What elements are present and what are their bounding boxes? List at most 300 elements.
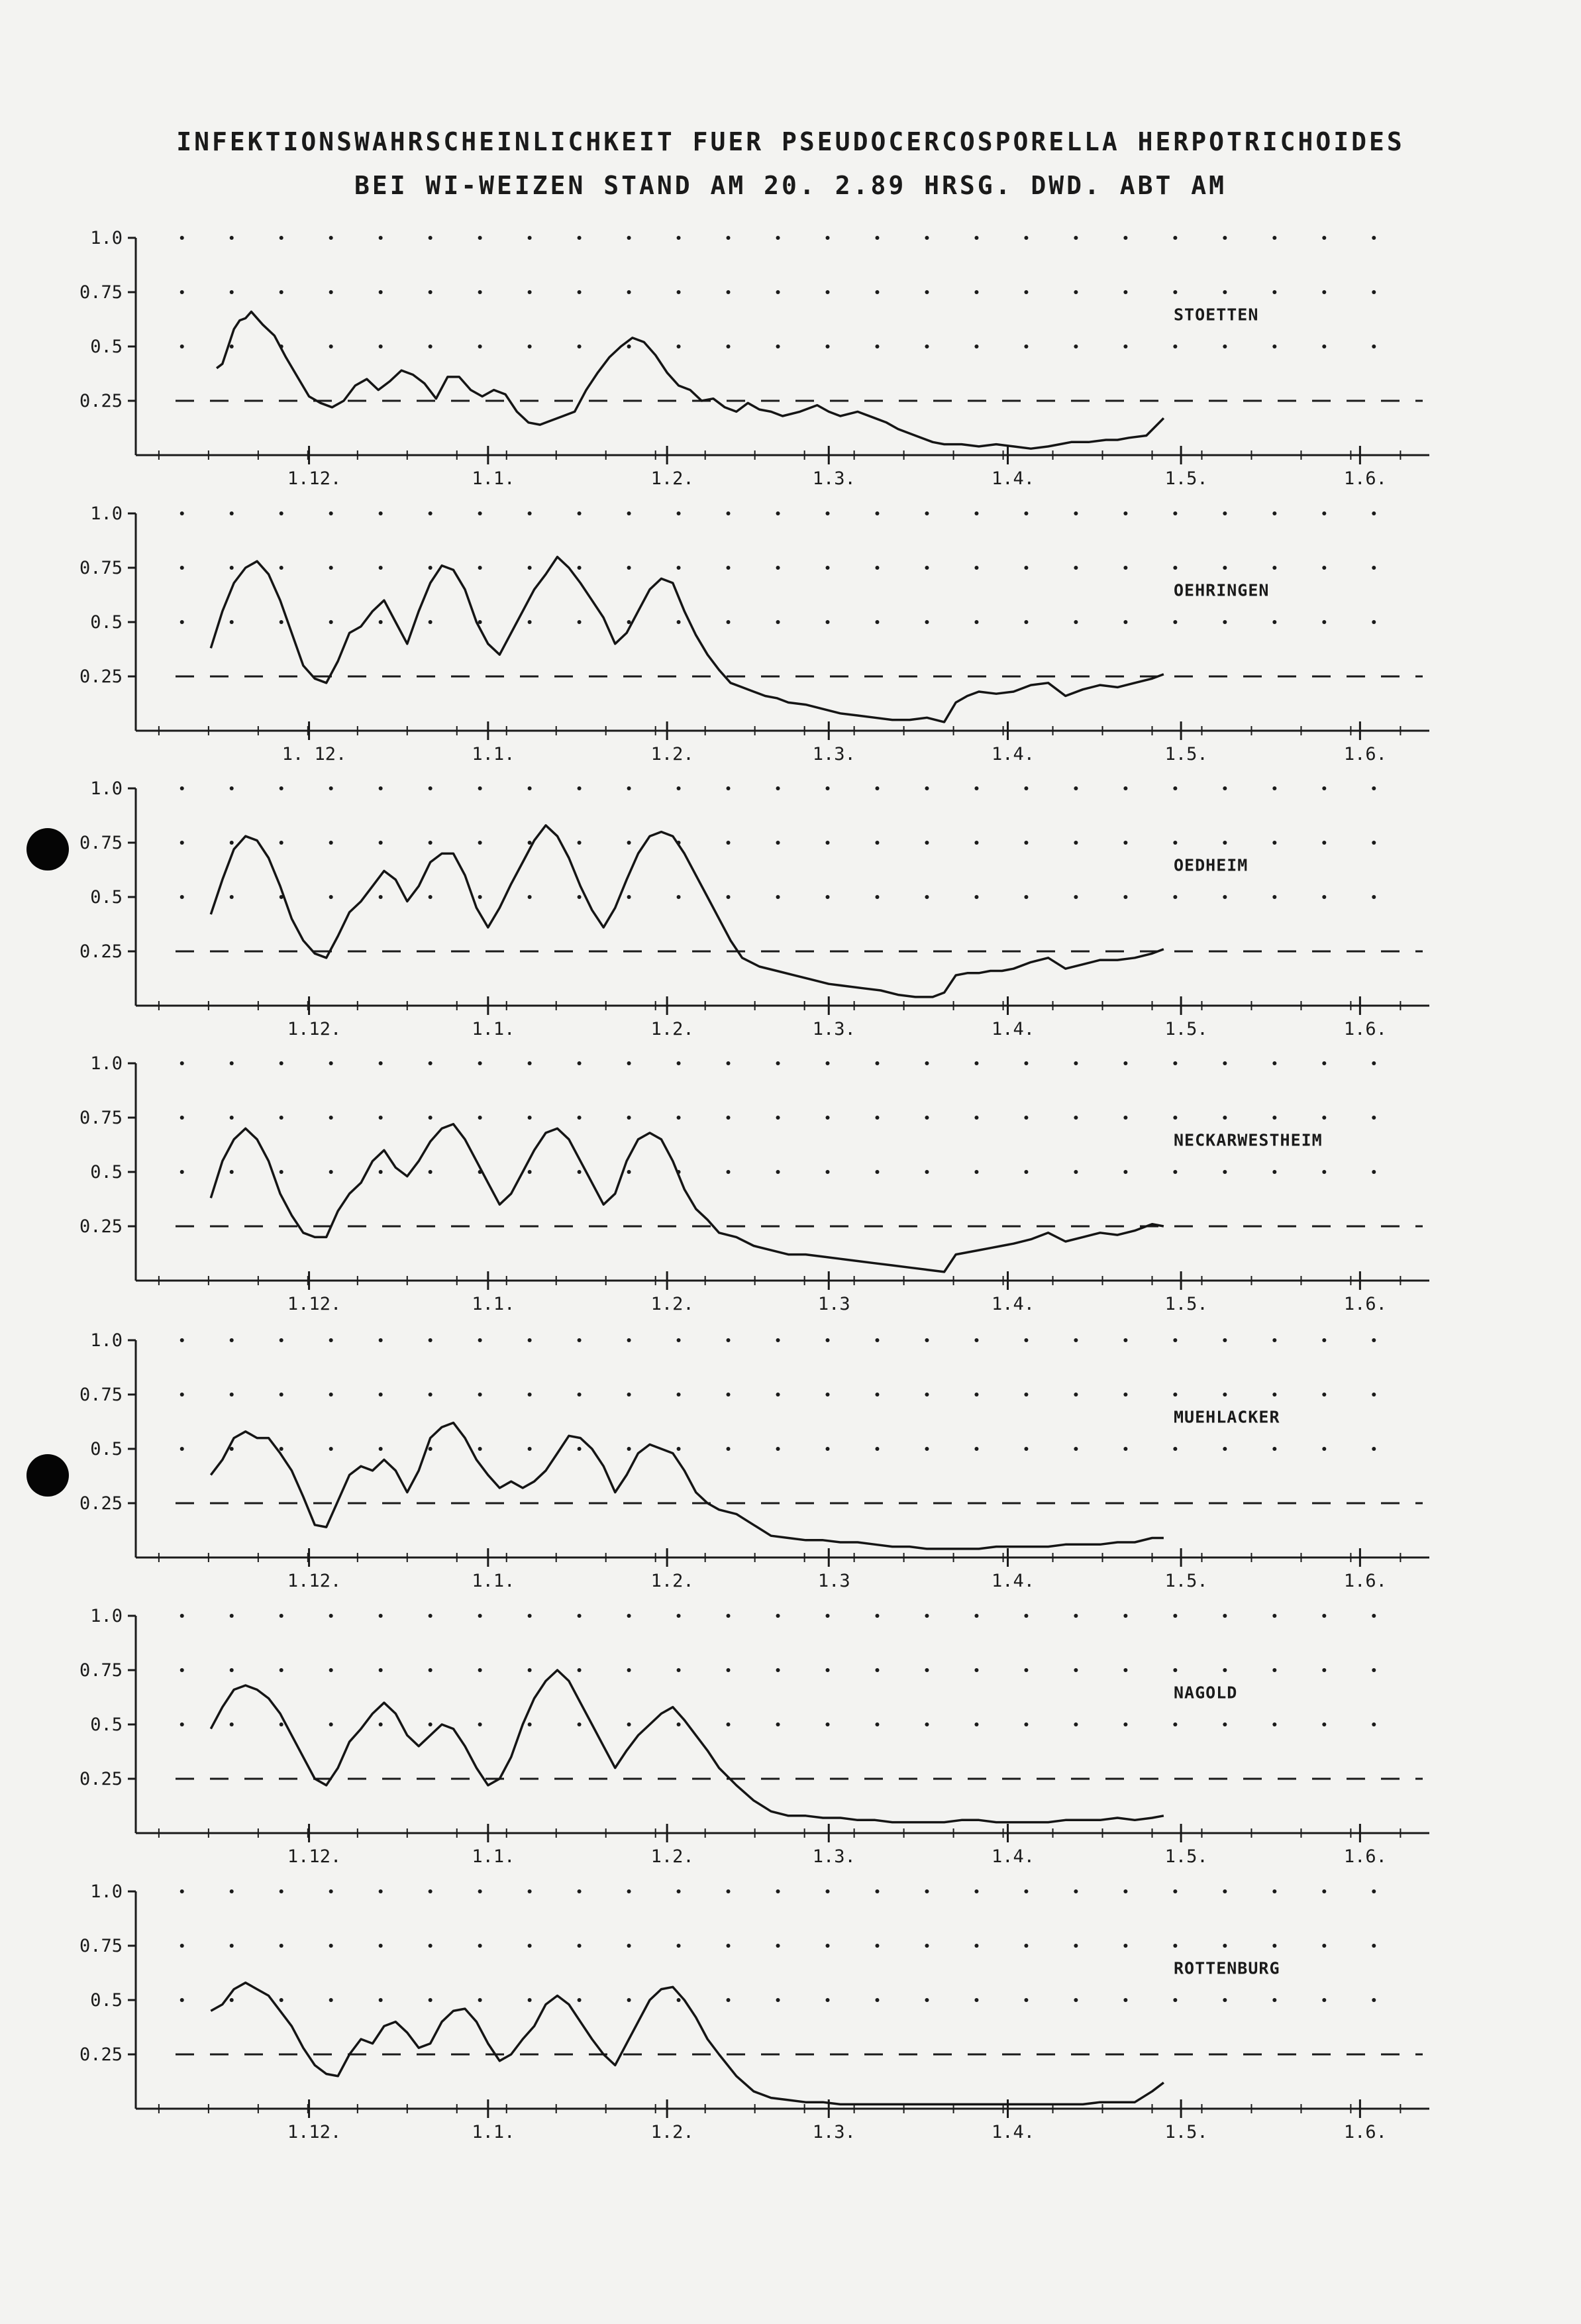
grid-dot — [1173, 1393, 1177, 1397]
grid-dot — [1272, 786, 1276, 790]
grid-dot — [1372, 344, 1376, 348]
grid-dot — [974, 1944, 978, 1948]
grid-dot — [379, 1170, 383, 1174]
station-label: OEDHEIM — [1174, 855, 1249, 875]
grid-dot — [1123, 290, 1127, 294]
grid-dot — [578, 620, 582, 624]
grid-dot — [727, 841, 731, 845]
grid-dot — [478, 236, 482, 240]
grid-dot — [727, 1447, 731, 1451]
series-line — [211, 557, 1164, 722]
grid-dot — [180, 566, 184, 570]
y-tick-label: 1.0 — [90, 1881, 123, 1902]
series-line — [211, 825, 1164, 997]
x-tick-label: 1.2. — [650, 1846, 694, 1867]
grid-dot — [1074, 841, 1078, 845]
grid-dot — [1024, 1889, 1028, 1893]
grid-dot — [329, 620, 333, 624]
grid-dot — [1272, 1116, 1276, 1120]
grid-dot — [627, 1944, 631, 1948]
grid-dot — [974, 1338, 978, 1342]
grid-dot — [1024, 344, 1028, 348]
grid-dot — [280, 1998, 283, 2002]
grid-dot — [280, 1668, 283, 1672]
grid-dot — [875, 786, 879, 790]
y-tick-label: 0.5 — [90, 1715, 123, 1735]
grid-dot — [329, 1614, 333, 1618]
grid-dot — [1024, 1998, 1028, 2002]
grid-dot — [429, 1338, 433, 1342]
grid-dot — [1272, 841, 1276, 845]
grid-dot — [578, 1393, 582, 1397]
grid-dot — [528, 566, 532, 570]
grid-dot — [1173, 1116, 1177, 1120]
grid-dot — [478, 1722, 482, 1726]
grid-dot — [329, 841, 333, 845]
grid-dot — [1372, 1170, 1376, 1174]
grid-dot — [1372, 511, 1376, 515]
grid-dot — [1123, 511, 1127, 515]
grid-dot — [974, 1061, 978, 1065]
grid-dot — [528, 895, 532, 899]
grid-dot — [776, 1116, 780, 1120]
grid-dot — [1123, 1447, 1127, 1451]
grid-dot — [329, 1668, 333, 1672]
grid-dot — [925, 786, 929, 790]
grid-dot — [578, 1614, 582, 1618]
grid-dot — [180, 511, 184, 515]
grid-dot — [1123, 1889, 1127, 1893]
grid-dot — [776, 1722, 780, 1726]
grid-dot — [1074, 511, 1078, 515]
grid-dot — [627, 290, 631, 294]
grid-dot — [776, 511, 780, 515]
grid-dot — [1074, 1061, 1078, 1065]
grid-dot — [1223, 236, 1227, 240]
grid-dot — [1024, 236, 1028, 240]
grid-dot — [379, 1338, 383, 1342]
grid-dot — [1173, 1338, 1177, 1342]
grid-dot — [578, 786, 582, 790]
grid-dot — [677, 1447, 681, 1451]
grid-dot — [280, 786, 283, 790]
grid-dot — [578, 290, 582, 294]
grid-dot — [478, 895, 482, 899]
grid-dot — [875, 1393, 879, 1397]
grid-dot — [925, 511, 929, 515]
grid-dot — [1223, 1889, 1227, 1893]
grid-dot — [826, 1061, 830, 1065]
grid-dot — [1123, 566, 1127, 570]
grid-dot — [925, 895, 929, 899]
grid-dot — [727, 620, 731, 624]
grid-dot — [379, 620, 383, 624]
grid-dot — [727, 1668, 731, 1672]
grid-dot — [1322, 786, 1326, 790]
y-tick-label: 1.0 — [90, 1330, 123, 1351]
grid-dot — [280, 620, 283, 624]
grid-dot — [1223, 344, 1227, 348]
grid-dot — [776, 236, 780, 240]
grid-dot — [280, 841, 283, 845]
grid-dot — [230, 1170, 234, 1174]
series-line — [211, 1983, 1164, 2105]
grid-dot — [578, 841, 582, 845]
grid-dot — [1372, 1393, 1376, 1397]
grid-dot — [677, 1061, 681, 1065]
grid-dot — [528, 1116, 532, 1120]
grid-dot — [180, 841, 184, 845]
grid-dot — [1272, 566, 1276, 570]
grid-dot — [727, 895, 731, 899]
x-tick-label: 1.6. — [1343, 468, 1387, 489]
x-tick-label: 1.6. — [1343, 744, 1387, 765]
grid-dot — [727, 1393, 731, 1397]
grid-dot — [875, 1061, 879, 1065]
grid-dot — [1123, 1944, 1127, 1948]
grid-dot — [1024, 1061, 1028, 1065]
grid-dot — [925, 1998, 929, 2002]
y-tick-label: 1.0 — [90, 1053, 123, 1074]
grid-dot — [429, 1889, 433, 1893]
x-tick-label: 1.3. — [812, 1846, 856, 1867]
grid-dot — [180, 236, 184, 240]
grid-dot — [826, 1668, 830, 1672]
grid-dot — [230, 620, 234, 624]
grid-dot — [429, 895, 433, 899]
grid-dot — [379, 841, 383, 845]
grid-dot — [1173, 511, 1177, 515]
x-tick-label: 1.6. — [1343, 1846, 1387, 1867]
grid-dot — [826, 895, 830, 899]
grid-dot — [875, 1116, 879, 1120]
grid-dot — [1372, 895, 1376, 899]
grid-dot — [329, 1170, 333, 1174]
grid-dot — [230, 1447, 234, 1451]
grid-dot — [180, 1393, 184, 1397]
grid-dot — [379, 1668, 383, 1672]
grid-dot — [627, 895, 631, 899]
grid-dot — [925, 1668, 929, 1672]
grid-dot — [528, 1061, 532, 1065]
x-tick-label: 1.5. — [1164, 1571, 1208, 1591]
grid-dot — [429, 620, 433, 624]
grid-dot — [280, 1170, 283, 1174]
grid-dot — [1024, 895, 1028, 899]
grid-dot — [280, 290, 283, 294]
grid-dot — [1024, 1614, 1028, 1618]
grid-dot — [1024, 841, 1028, 845]
y-tick-label: 0.5 — [90, 1162, 123, 1183]
grid-dot — [727, 1061, 731, 1065]
grid-dot — [974, 1393, 978, 1397]
grid-dot — [1372, 1116, 1376, 1120]
x-tick-label: 1.1. — [472, 1571, 515, 1591]
y-tick-label: 0.25 — [79, 1769, 123, 1789]
grid-dot — [974, 841, 978, 845]
grid-dot — [1322, 841, 1326, 845]
grid-dot — [1322, 1338, 1326, 1342]
grid-dot — [379, 1722, 383, 1726]
grid-dot — [230, 1393, 234, 1397]
grid-dot — [627, 786, 631, 790]
grid-dot — [727, 1614, 731, 1618]
grid-dot — [1173, 786, 1177, 790]
grid-dot — [478, 1447, 482, 1451]
grid-dot — [1322, 1393, 1326, 1397]
grid-dot — [1223, 1722, 1227, 1726]
grid-dot — [379, 1116, 383, 1120]
grid-dot — [1223, 566, 1227, 570]
grid-dot — [578, 511, 582, 515]
grid-dot — [329, 1944, 333, 1948]
grid-dot — [379, 1614, 383, 1618]
grid-dot — [1173, 344, 1177, 348]
x-tick-label: 1.4. — [992, 2122, 1035, 2142]
grid-dot — [627, 1338, 631, 1342]
grid-dot — [1272, 1668, 1276, 1672]
grid-dot — [1272, 511, 1276, 515]
grid-dot — [727, 1998, 731, 2002]
grid-dot — [776, 620, 780, 624]
y-tick-label: 0.75 — [79, 833, 123, 853]
grid-dot — [974, 1447, 978, 1451]
x-tick-label: 1.2. — [650, 1294, 694, 1314]
grid-dot — [925, 236, 929, 240]
grid-dot — [578, 1944, 582, 1948]
grid-dot — [875, 1722, 879, 1726]
grid-dot — [478, 841, 482, 845]
grid-dot — [429, 1170, 433, 1174]
grid-dot — [379, 895, 383, 899]
grid-dot — [776, 1447, 780, 1451]
grid-dot — [1173, 1668, 1177, 1672]
x-tick-label: 1.3. — [812, 2122, 856, 2142]
grid-dot — [1322, 1722, 1326, 1726]
grid-dot — [875, 895, 879, 899]
x-tick-label: 1.12. — [287, 1294, 342, 1314]
grid-dot — [826, 1170, 830, 1174]
grid-dot — [1024, 1338, 1028, 1342]
x-tick-label: 1.3. — [812, 468, 856, 489]
grid-dot — [1123, 1998, 1127, 2002]
grid-dot — [925, 620, 929, 624]
grid-dot — [1223, 1393, 1227, 1397]
grid-dot — [1322, 344, 1326, 348]
grid-dot — [776, 566, 780, 570]
grid-dot — [974, 566, 978, 570]
grid-dot — [230, 344, 234, 348]
grid-dot — [677, 786, 681, 790]
grid-dot — [578, 566, 582, 570]
x-tick-label: 1.2. — [650, 744, 694, 765]
grid-dot — [578, 1722, 582, 1726]
grid-dot — [1173, 620, 1177, 624]
x-tick-label: 1.12. — [287, 1571, 342, 1591]
grid-dot — [1123, 236, 1127, 240]
grid-dot — [329, 1061, 333, 1065]
grid-dot — [578, 1447, 582, 1451]
grid-dot — [1024, 1393, 1028, 1397]
grid-dot — [826, 1614, 830, 1618]
grid-dot — [429, 1722, 433, 1726]
grid-dot — [1123, 1668, 1127, 1672]
y-tick-label: 0.25 — [79, 1216, 123, 1237]
grid-dot — [1173, 1170, 1177, 1174]
grid-dot — [1024, 511, 1028, 515]
grid-dot — [329, 344, 333, 348]
grid-dot — [1372, 1614, 1376, 1618]
x-tick-label: 1.1. — [472, 468, 515, 489]
grid-dot — [627, 841, 631, 845]
grid-dot — [578, 1668, 582, 1672]
grid-dot — [1123, 895, 1127, 899]
grid-dot — [1223, 1614, 1227, 1618]
grid-dot — [776, 1944, 780, 1948]
grid-dot — [1074, 1889, 1078, 1893]
grid-dot — [1074, 1393, 1078, 1397]
grid-dot — [974, 1998, 978, 2002]
series-line — [211, 1423, 1164, 1549]
grid-dot — [627, 1722, 631, 1726]
series-line — [211, 1670, 1164, 1822]
grid-dot — [1372, 1668, 1376, 1672]
x-tick-label: 1.12. — [287, 1846, 342, 1867]
grid-dot — [776, 841, 780, 845]
grid-dot — [826, 1116, 830, 1120]
grid-dot — [329, 1998, 333, 2002]
grid-dot — [776, 1338, 780, 1342]
grid-dot — [1272, 895, 1276, 899]
grid-dot — [1272, 620, 1276, 624]
grid-dot — [528, 786, 532, 790]
x-tick-label: 1.6. — [1343, 1019, 1387, 1039]
grid-dot — [329, 1393, 333, 1397]
grid-dot — [974, 290, 978, 294]
grid-dot — [677, 1614, 681, 1618]
x-tick-label: 1.1. — [472, 1294, 515, 1314]
chart-title-line2: BEI WI-WEIZEN STAND AM 20. 2.89 HRSG. DWD. ABT AM — [354, 171, 1227, 200]
grid-dot — [1123, 1338, 1127, 1342]
grid-dot — [230, 786, 234, 790]
grid-dot — [1272, 1393, 1276, 1397]
grid-dot — [1074, 620, 1078, 624]
grid-dot — [627, 1889, 631, 1893]
grid-dot — [826, 236, 830, 240]
x-tick-label: 1.5. — [1164, 1294, 1208, 1314]
station-label: NECKARWESTHEIM — [1174, 1130, 1323, 1150]
grid-dot — [925, 1889, 929, 1893]
grid-dot — [875, 841, 879, 845]
grid-dot — [1173, 1061, 1177, 1065]
grid-dot — [329, 1116, 333, 1120]
grid-dot — [429, 344, 433, 348]
grid-dot — [1272, 1061, 1276, 1065]
grid-dot — [1272, 290, 1276, 294]
grid-dot — [677, 566, 681, 570]
grid-dot — [1024, 1722, 1028, 1726]
grid-dot — [727, 1338, 731, 1342]
grid-dot — [677, 1338, 681, 1342]
x-tick-label: 1.3. — [812, 1019, 856, 1039]
y-tick-label: 1.0 — [90, 778, 123, 799]
grid-dot — [429, 1447, 433, 1451]
grid-dot — [677, 1116, 681, 1120]
grid-dot — [1372, 841, 1376, 845]
grid-dot — [677, 1722, 681, 1726]
grid-dot — [1372, 620, 1376, 624]
grid-dot — [1223, 1944, 1227, 1948]
grid-dot — [1074, 290, 1078, 294]
grid-dot — [1173, 1944, 1177, 1948]
y-tick-label: 1.0 — [90, 228, 123, 248]
grid-dot — [230, 511, 234, 515]
grid-dot — [280, 1447, 283, 1451]
grid-dot — [478, 344, 482, 348]
grid-dot — [677, 236, 681, 240]
grid-dot — [1173, 290, 1177, 294]
grid-dot — [1223, 290, 1227, 294]
grid-dot — [1272, 1722, 1276, 1726]
grid-dot — [1272, 236, 1276, 240]
grid-dot — [478, 1338, 482, 1342]
grid-dot — [528, 1338, 532, 1342]
grid-dot — [677, 344, 681, 348]
grid-dot — [478, 1998, 482, 2002]
grid-dot — [379, 566, 383, 570]
grid-dot — [627, 566, 631, 570]
grid-dot — [875, 1889, 879, 1893]
grid-dot — [1372, 566, 1376, 570]
grid-dot — [528, 1170, 532, 1174]
grid-dot — [528, 620, 532, 624]
grid-dot — [677, 1393, 681, 1397]
grid-dot — [1322, 1170, 1326, 1174]
grid-dot — [429, 290, 433, 294]
grid-dot — [627, 344, 631, 348]
grid-dot — [627, 236, 631, 240]
grid-dot — [1074, 236, 1078, 240]
grid-dot — [280, 511, 283, 515]
grid-dot — [974, 786, 978, 790]
grid-dot — [925, 1338, 929, 1342]
grid-dot — [478, 1116, 482, 1120]
grid-dot — [280, 1061, 283, 1065]
grid-dot — [776, 786, 780, 790]
grid-dot — [925, 1170, 929, 1174]
grid-dot — [528, 290, 532, 294]
grid-dot — [1223, 620, 1227, 624]
grid-dot — [974, 511, 978, 515]
grid-dot — [1223, 511, 1227, 515]
x-tick-label: 1.3 — [817, 1294, 850, 1314]
grid-dot — [429, 841, 433, 845]
grid-dot — [180, 1889, 184, 1893]
grid-dot — [478, 1944, 482, 1948]
grid-dot — [1372, 1998, 1376, 2002]
grid-dot — [727, 786, 731, 790]
grid-dot — [1322, 1889, 1326, 1893]
x-tick-label: 1.4. — [992, 744, 1035, 765]
y-tick-label: 0.5 — [90, 1990, 123, 2011]
grid-dot — [230, 1338, 234, 1342]
grid-dot — [429, 1614, 433, 1618]
grid-dot — [1123, 1393, 1127, 1397]
grid-dot — [379, 511, 383, 515]
grid-dot — [478, 1889, 482, 1893]
grid-dot — [776, 1614, 780, 1618]
grid-dot — [1173, 1614, 1177, 1618]
